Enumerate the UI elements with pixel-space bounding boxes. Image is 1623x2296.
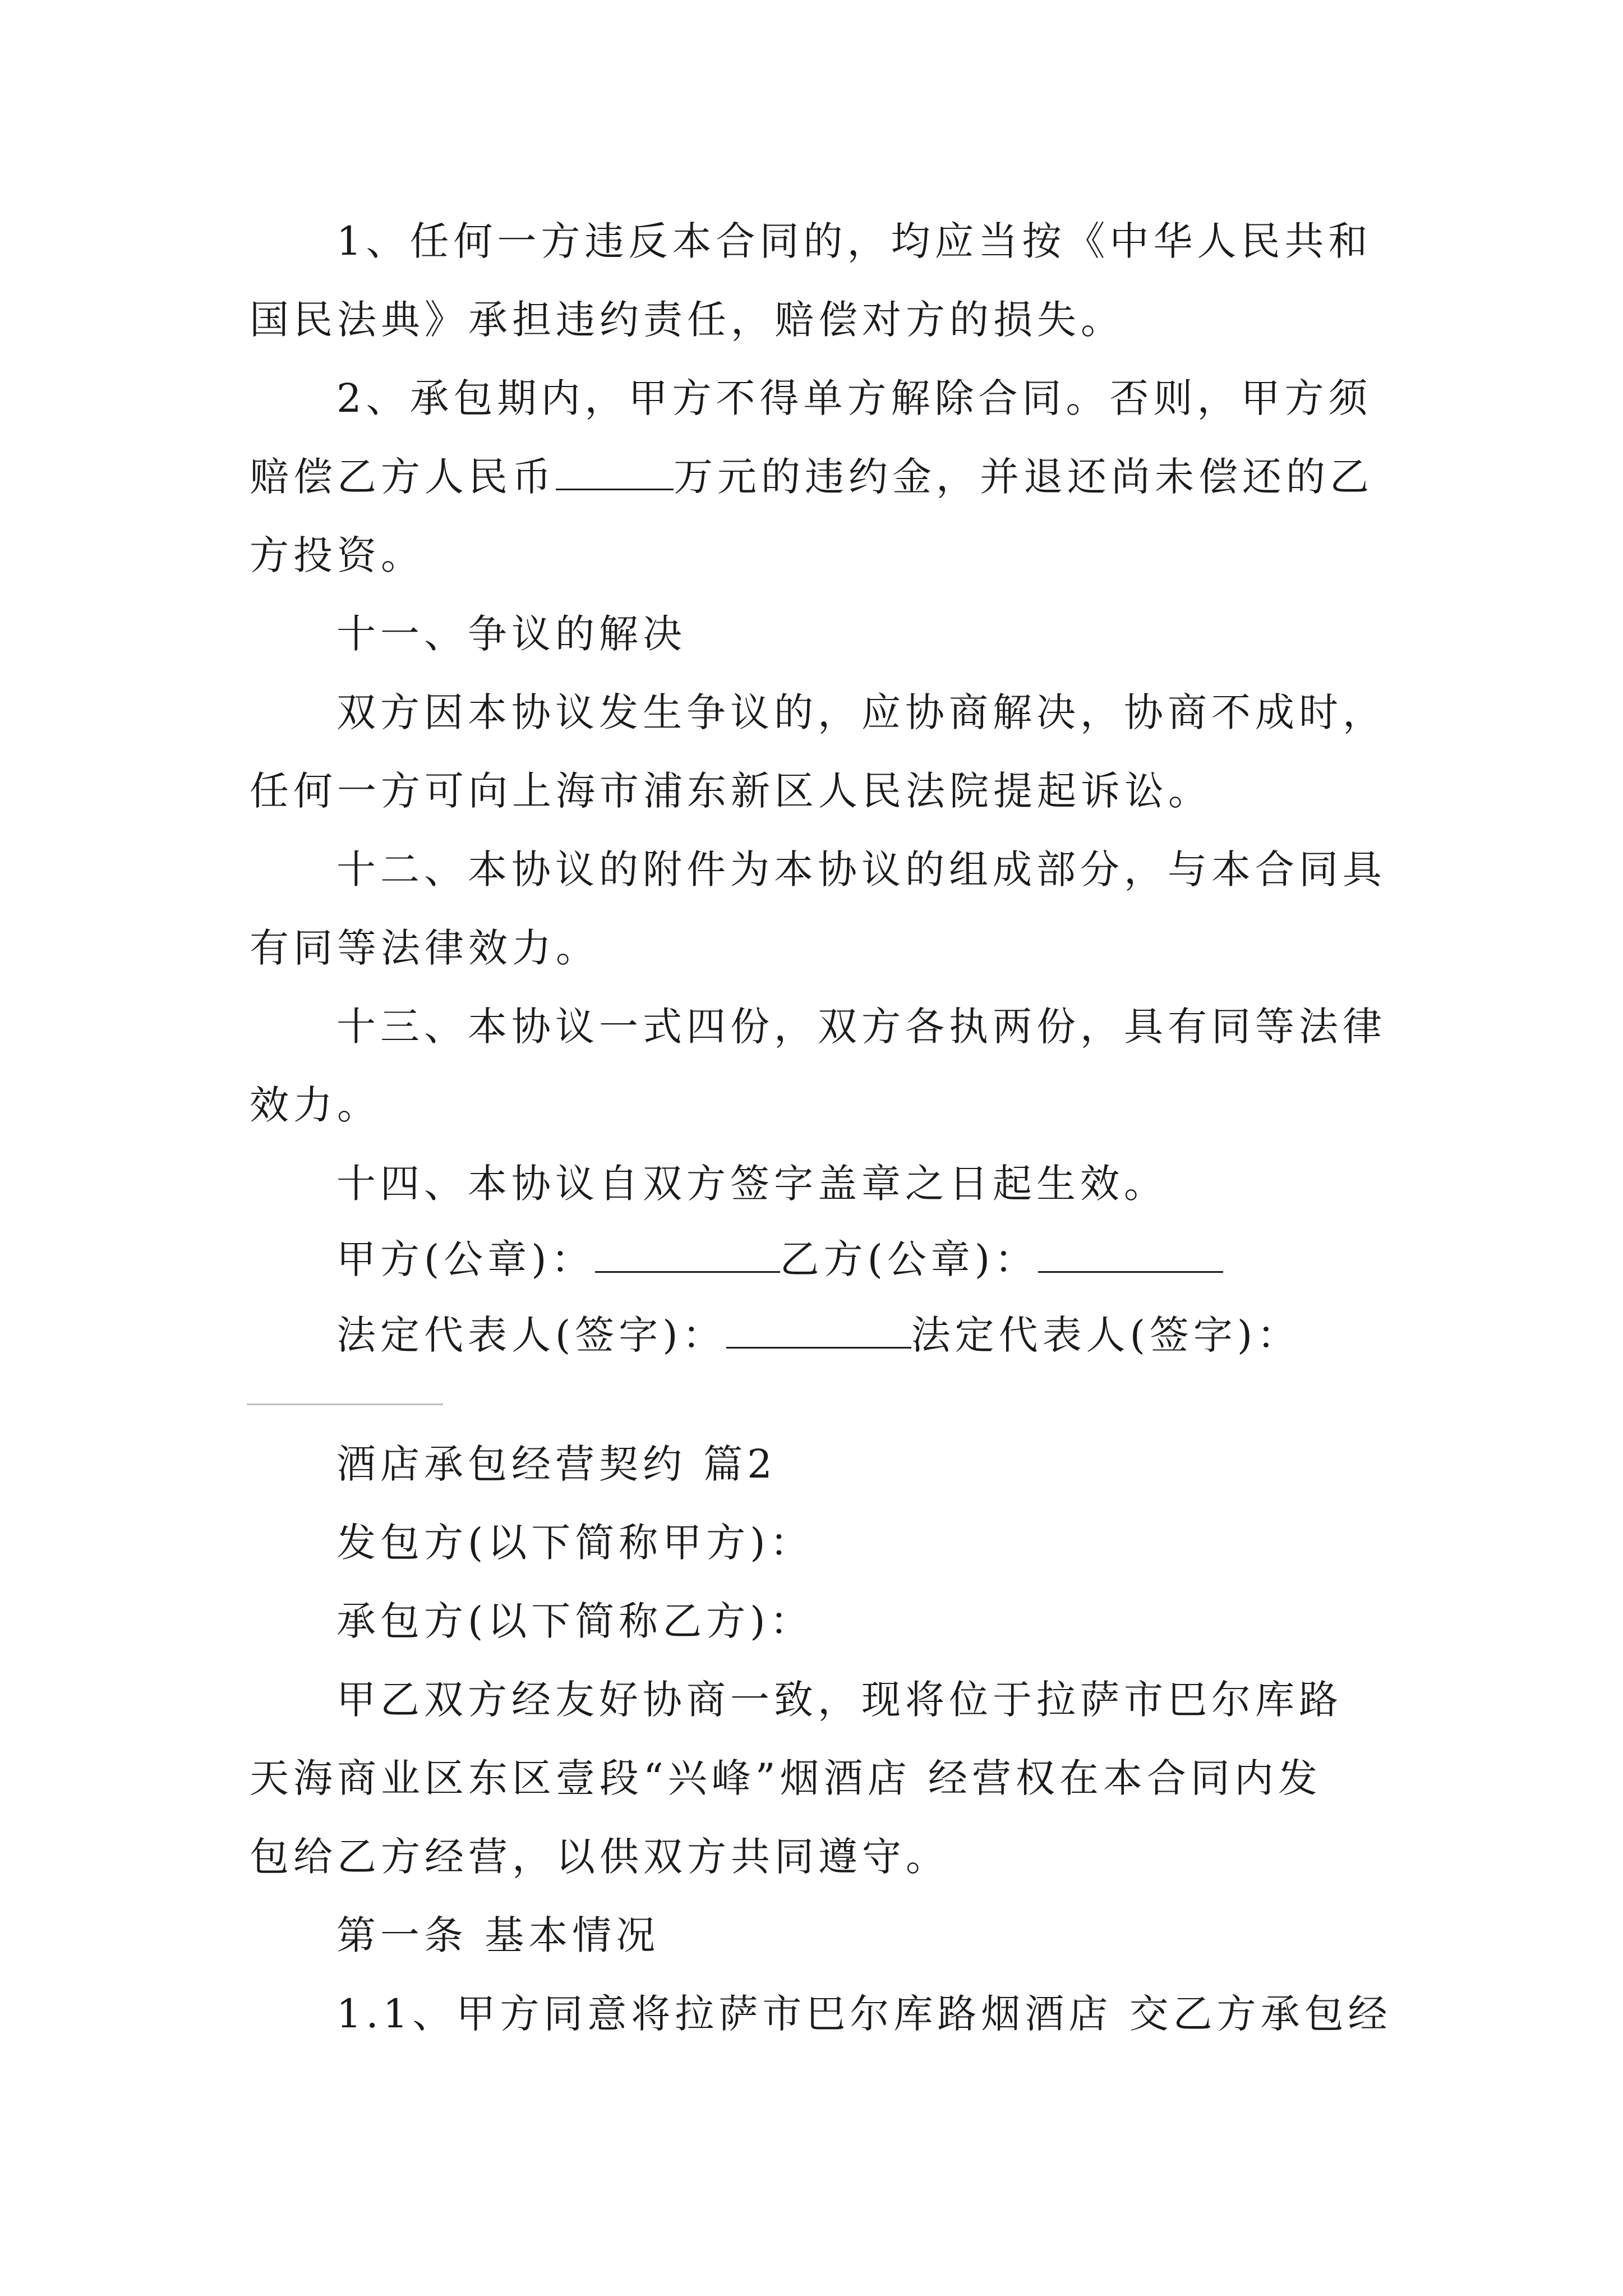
section-heading: [336, 609, 1402, 659]
text-span: 1、任何一方违反本合同的，均应当按《中华人民共和: [336, 218, 1372, 264]
paragraph-line: [336, 1674, 1402, 1725]
paragraph-line: [336, 844, 1402, 895]
paragraph-line: [336, 1989, 1402, 2039]
fill-in-blank: [1038, 1236, 1223, 1273]
text-span: 酒店承包经营契约 篇2: [336, 1441, 777, 1487]
document-heading: [336, 1439, 1402, 1489]
paragraph-line: [336, 216, 1402, 266]
text-span: 万元的违约金，并退还尚未偿还的乙: [674, 454, 1373, 500]
text-span: 十一、争议的解决: [336, 611, 686, 657]
paragraph-line: [336, 1596, 1402, 1646]
paragraph-line: [250, 766, 1394, 816]
text-span: 十四、本协议自双方签字盖章之日起生效。: [336, 1161, 1168, 1207]
paragraph-line: [336, 1001, 1402, 1052]
paragraph-line: [250, 295, 1394, 345]
text-span: 赔偿乙方人民币: [250, 454, 556, 500]
paragraph-line: [250, 1832, 1394, 1882]
text-span: 双方因本协议发生争议的，应协商解决，协商不成时，: [336, 689, 1386, 735]
paragraph-line: [336, 687, 1402, 738]
text-span: 1.1、甲方同意将拉萨市巴尔库路烟酒店 交乙方承包经: [336, 1991, 1392, 2037]
paragraph-line: [336, 1517, 1402, 1568]
text-span: 效力。: [250, 1082, 381, 1128]
text-span: 第一条 基本情况: [336, 1912, 660, 1958]
fill-in-blank: [726, 1312, 911, 1349]
signature-line-representatives: [336, 1310, 1402, 1360]
text-span: 2、承包期内，甲方不得单方解除合同。否则，甲方须: [336, 375, 1372, 421]
paragraph-line: [336, 1158, 1402, 1209]
text-span: 有同等法律效力。: [250, 925, 600, 971]
paragraph-line: [250, 1080, 1394, 1130]
paragraph-line: [250, 530, 1394, 581]
text-span: 任何一方可向上海市浦东新区人民法院提起诉讼。: [250, 768, 1212, 814]
paragraph-line: [250, 923, 1394, 973]
text-span: 十二、本协议的附件为本协议的组成部分，与本合同具: [336, 846, 1386, 892]
paragraph-line: [250, 1753, 1394, 1803]
text-span: 法定代表人(签字)：: [336, 1312, 726, 1358]
text-span: 甲乙双方经友好协商一致，现将位于拉萨市巴尔库路: [336, 1677, 1343, 1723]
text-span: 承包方(以下简称乙方)：: [336, 1598, 814, 1644]
text-span: 十三、本协议一式四份，双方各执两份，具有同等法律: [336, 1004, 1386, 1050]
text-span: 甲方(公章)：: [336, 1236, 595, 1282]
text-span: 方投资。: [250, 532, 425, 578]
signature-continuation-blank: [247, 1404, 443, 1405]
paragraph-line: [250, 452, 1394, 502]
paragraph-line: [336, 373, 1402, 424]
text-span: 发包方(以下简称甲方)：: [336, 1520, 814, 1566]
text-span: 天海商业区东区壹段“兴峰”烟酒店 经营权在本合同内发: [250, 1755, 1322, 1801]
fill-in-blank: [595, 1236, 780, 1273]
fill-in-blank: [556, 454, 674, 490]
text-span: 法定代表人(签字)：: [911, 1312, 1301, 1358]
text-span: 乙方(公章)：: [780, 1236, 1039, 1282]
section-heading: [336, 1910, 1402, 1961]
text-span: 国民法典》承担违约责任，赔偿对方的损失。: [250, 297, 1124, 343]
signature-line-party-a-b: [336, 1234, 1402, 1285]
text-span: 包给乙方经营，以供双方共同遵守。: [250, 1834, 949, 1880]
